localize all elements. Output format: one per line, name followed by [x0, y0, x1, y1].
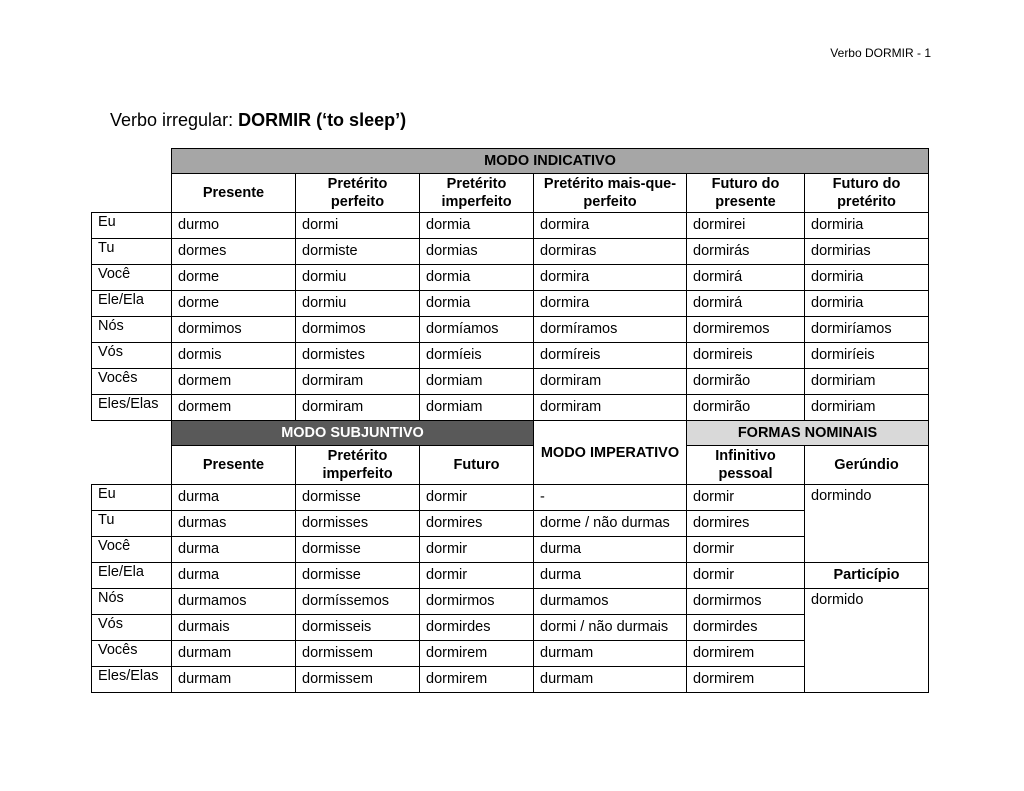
- infinitivo-cell: dormir: [687, 563, 805, 589]
- conjugation-cell: dormi: [296, 213, 420, 239]
- conjugation-cell: dormirão: [687, 369, 805, 395]
- col-header-sub-preterito-imperfeito: Pretérito imperfeito: [296, 446, 420, 485]
- infinitivo-cell: dormirmos: [687, 589, 805, 615]
- col-header-ind-preterito-imperfeito: Pretérito imperfeito: [420, 174, 534, 213]
- conjugation-cell: dormirei: [687, 213, 805, 239]
- imperativo-cell: durmamos: [534, 589, 687, 615]
- conjugation-cell: dormem: [172, 395, 296, 421]
- pronoun-cell: Tu: [92, 239, 172, 265]
- col-header-ind-futuro-preterito: Futuro do pretérito: [805, 174, 929, 213]
- table-row: [92, 641, 929, 667]
- conjugation-cell: dormiriam: [805, 395, 929, 421]
- col-header-ind-presente: Presente: [172, 174, 296, 213]
- blank-cell: [92, 446, 172, 485]
- infinitivo-cell: dormir: [687, 537, 805, 563]
- conjugation-cell: dormiríamos: [805, 317, 929, 343]
- conjugation-cell: dormira: [534, 291, 687, 317]
- conjugation-cell: durma: [172, 563, 296, 589]
- conjugation-cell: durmamos: [172, 589, 296, 615]
- conjugation-cell: durmais: [172, 615, 296, 641]
- pronoun-cell: Vocês: [92, 641, 172, 667]
- pronoun-cell: Vós: [92, 615, 172, 641]
- conjugation-cell: durma: [172, 537, 296, 563]
- pronoun-cell: Eles/Elas: [92, 395, 172, 421]
- pronoun-cell: Nós: [92, 317, 172, 343]
- conjugation-cell: dormes: [172, 239, 296, 265]
- pronoun-cell: Vós: [92, 343, 172, 369]
- conjugation-cell: dormia: [420, 213, 534, 239]
- conjugation-cell: durmam: [172, 641, 296, 667]
- table-row: [92, 317, 929, 343]
- table-row: [92, 213, 929, 239]
- page-header: Verbo DORMIR - 1: [830, 46, 931, 60]
- section-formas-nominais: FORMAS NOMINAIS: [687, 421, 929, 446]
- conjugation-cell: dormir: [420, 485, 534, 511]
- conjugation-cell: dormiram: [296, 369, 420, 395]
- conjugation-cell: dormirem: [420, 641, 534, 667]
- table-row: [92, 667, 929, 693]
- title-verb: DORMIR (‘to sleep’): [238, 110, 407, 130]
- conjugation-cell: dormia: [420, 291, 534, 317]
- table-row: [92, 511, 929, 537]
- col-header-ind-preterito-perfeito: Pretérito perfeito: [296, 174, 420, 213]
- conjugation-cell: durmo: [172, 213, 296, 239]
- conjugation-cell: dormiu: [296, 291, 420, 317]
- conjugation-cell: dormirmos: [420, 589, 534, 615]
- table-row: [92, 589, 929, 615]
- conjugation-cell: dormisse: [296, 537, 420, 563]
- table-row: [92, 615, 929, 641]
- conjugation-cell: dormiram: [534, 395, 687, 421]
- conjugation-cell: dormis: [172, 343, 296, 369]
- conjugation-cell: dormira: [534, 213, 687, 239]
- conjugation-cell: dormíreis: [534, 343, 687, 369]
- conjugation-table: [91, 148, 929, 693]
- section-modo-subjuntivo: MODO SUBJUNTIVO: [172, 421, 534, 446]
- conjugation-cell: durmas: [172, 511, 296, 537]
- conjugation-cell: dormiríeis: [805, 343, 929, 369]
- conjugation-cell: dormisseis: [296, 615, 420, 641]
- participio-label: Particípio: [805, 563, 929, 589]
- conjugation-cell: dorme: [172, 265, 296, 291]
- subjuntivo-body: [92, 485, 929, 693]
- conjugation-cell: dormisse: [296, 485, 420, 511]
- conjugation-cell: dormias: [420, 239, 534, 265]
- conjugation-cell: dormisses: [296, 511, 420, 537]
- conjugation-cell: dormíamos: [420, 317, 534, 343]
- conjugation-cell: dormiria: [805, 291, 929, 317]
- conjugation-cell: dormirá: [687, 265, 805, 291]
- imperativo-cell: durmam: [534, 667, 687, 693]
- infinitivo-cell: dormirdes: [687, 615, 805, 641]
- conjugation-cell: dormir: [420, 563, 534, 589]
- conjugation-cell: dormir: [420, 537, 534, 563]
- table-row: [92, 485, 929, 511]
- table-row: [92, 265, 929, 291]
- pronoun-cell: Eu: [92, 213, 172, 239]
- title-prefix: Verbo irregular:: [110, 110, 239, 130]
- infinitivo-cell: dormirem: [687, 667, 805, 693]
- conjugation-cell: dormiria: [805, 265, 929, 291]
- conjugation-cell: dormiste: [296, 239, 420, 265]
- conjugation-cell: dormiras: [534, 239, 687, 265]
- conjugation-cell: dormem: [172, 369, 296, 395]
- table-row: [92, 291, 929, 317]
- blank-cell: [92, 421, 172, 446]
- conjugation-cell: dormisse: [296, 563, 420, 589]
- conjugation-cell: dormiram: [296, 395, 420, 421]
- conjugation-cell: dormiriam: [805, 369, 929, 395]
- conjugation-cell: dormiam: [420, 369, 534, 395]
- col-header-ind-futuro-presente: Futuro do presente: [687, 174, 805, 213]
- imperativo-cell: dorme / não durmas: [534, 511, 687, 537]
- col-header-gerundio: Gerúndio: [805, 446, 929, 485]
- infinitivo-cell: dormires: [687, 511, 805, 537]
- blank-cell: [92, 174, 172, 213]
- imperativo-cell: durmam: [534, 641, 687, 667]
- pronoun-cell: Nós: [92, 589, 172, 615]
- conjugation-cell: dormissem: [296, 667, 420, 693]
- imperativo-cell: -: [534, 485, 687, 511]
- conjugation-cell: dormíssemos: [296, 589, 420, 615]
- col-header-ind-mais-que-perfeito: Pretérito mais-que-perfeito: [534, 174, 687, 213]
- col-header-sub-presente: Presente: [172, 446, 296, 485]
- gerundio-cell: dormindo: [805, 485, 929, 563]
- conjugation-cell: dormirá: [687, 291, 805, 317]
- conjugation-cell: dormirem: [420, 667, 534, 693]
- conjugation-cell: durmam: [172, 667, 296, 693]
- imperativo-cell: dormi / não durmais: [534, 615, 687, 641]
- table-row: [92, 563, 929, 589]
- conjugation-cell: dormimos: [296, 317, 420, 343]
- conjugation-cell: dormistes: [296, 343, 420, 369]
- conjugation-cell: dormimos: [172, 317, 296, 343]
- conjugation-cell: dormirias: [805, 239, 929, 265]
- table-row: [92, 537, 929, 563]
- pronoun-cell: Tu: [92, 511, 172, 537]
- conjugation-cell: dormíramos: [534, 317, 687, 343]
- blank-cell: [92, 149, 172, 174]
- pronoun-cell: Você: [92, 537, 172, 563]
- conjugation-cell: dormiremos: [687, 317, 805, 343]
- section-modo-indicativo: MODO INDICATIVO: [172, 149, 929, 174]
- conjugation-cell: dormirás: [687, 239, 805, 265]
- col-header-sub-futuro: Futuro: [420, 446, 534, 485]
- conjugation-cell: dormia: [420, 265, 534, 291]
- infinitivo-cell: dormirem: [687, 641, 805, 667]
- pronoun-cell: Ele/Ela: [92, 563, 172, 589]
- conjugation-cell: dormirdes: [420, 615, 534, 641]
- table-row: [92, 239, 929, 265]
- participio-cell: dormido: [805, 589, 929, 693]
- conjugation-cell: dormires: [420, 511, 534, 537]
- conjugation-cell: dorme: [172, 291, 296, 317]
- conjugation-cell: dormíeis: [420, 343, 534, 369]
- conjugation-cell: dormiu: [296, 265, 420, 291]
- pronoun-cell: Eles/Elas: [92, 667, 172, 693]
- section-modo-imperativo: MODO IMPERATIVO: [534, 421, 687, 485]
- conjugation-cell: dormiram: [534, 369, 687, 395]
- pronoun-cell: Ele/Ela: [92, 291, 172, 317]
- pronoun-cell: Eu: [92, 485, 172, 511]
- col-header-infinitivo-pessoal: Infinitivo pessoal: [687, 446, 805, 485]
- table-row: [92, 343, 929, 369]
- conjugation-cell: dormiam: [420, 395, 534, 421]
- table-row: [92, 369, 929, 395]
- conjugation-cell: dormira: [534, 265, 687, 291]
- imperativo-cell: durma: [534, 537, 687, 563]
- imperativo-cell: durma: [534, 563, 687, 589]
- conjugation-cell: durma: [172, 485, 296, 511]
- conjugation-cell: dormireis: [687, 343, 805, 369]
- pronoun-cell: Você: [92, 265, 172, 291]
- indicativo-body: [92, 213, 929, 421]
- conjugation-cell: dormissem: [296, 641, 420, 667]
- page-title: [110, 110, 406, 131]
- conjugation-cell: dormiria: [805, 213, 929, 239]
- pronoun-cell: Vocês: [92, 369, 172, 395]
- infinitivo-cell: dormir: [687, 485, 805, 511]
- table-row: [92, 395, 929, 421]
- conjugation-cell: dormirão: [687, 395, 805, 421]
